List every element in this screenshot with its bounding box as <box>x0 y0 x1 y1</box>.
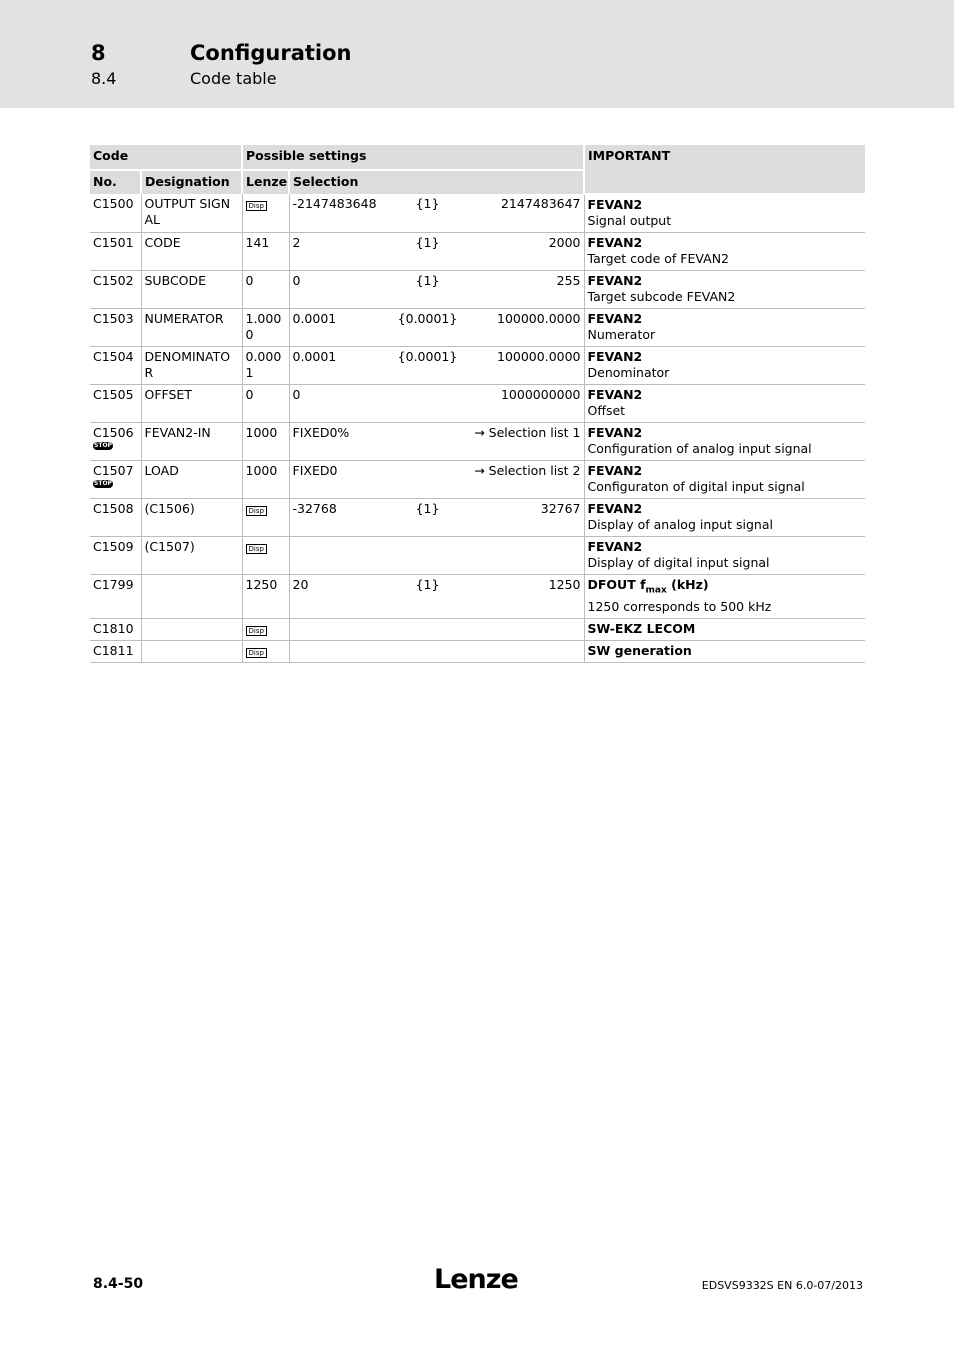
selection-step <box>393 425 463 441</box>
table-row <box>90 537 865 575</box>
selection <box>289 499 584 537</box>
code-number-cell <box>90 233 141 271</box>
important-description: Configuration of analog input signal <box>587 441 812 456</box>
important-title: FEVAN2 <box>587 539 643 554</box>
important-title: SW-EKZ LECOM <box>587 620 696 636</box>
code-number: C1509 <box>93 539 134 554</box>
selection <box>289 461 584 499</box>
lenze-default: 0 <box>242 385 289 423</box>
code-number: C1502 <box>93 273 134 288</box>
designation <box>141 640 242 662</box>
display-only-icon: Disp <box>246 544 267 554</box>
lenze-logo: Lenze <box>434 1264 518 1295</box>
code-number-cell <box>90 271 141 309</box>
selection-max <box>463 425 581 441</box>
designation: NUMERATOR <box>141 309 242 347</box>
important-title: FEVAN2 <box>587 463 643 478</box>
table-row <box>90 423 865 461</box>
important-cell <box>584 499 865 537</box>
important-cell <box>584 271 865 309</box>
table-row <box>90 575 865 619</box>
important-cell <box>584 640 865 662</box>
title-suffix: (kHz) <box>666 577 709 592</box>
selection <box>289 640 584 662</box>
arrow-right-icon: → <box>474 425 489 440</box>
page-header <box>0 0 954 108</box>
lenze-default: 1250 <box>242 575 289 619</box>
selection-min: 20 <box>292 577 309 592</box>
designation: DENOMINATOR <box>141 347 242 385</box>
table-row <box>90 233 865 271</box>
code-number: C1507 <box>93 463 134 478</box>
important-description: Target subcode FEVAN2 <box>587 289 736 304</box>
important-description: Display of digital input signal <box>587 555 770 570</box>
important-description: Configuraton of digital input signal <box>587 479 805 494</box>
table-body <box>90 194 865 662</box>
selection-step <box>393 387 463 403</box>
important-cell <box>584 423 865 461</box>
designation: FEVAN2-IN <box>141 423 242 461</box>
important-description: Target code of FEVAN2 <box>587 251 729 266</box>
code-number-cell <box>90 537 141 575</box>
important-title: SW generation <box>587 642 692 658</box>
code-number-cell <box>90 423 141 461</box>
important-cell <box>584 537 865 575</box>
selection-step: {0.0001} <box>397 349 458 364</box>
header-no: No. <box>90 170 141 194</box>
code-number: C1501 <box>93 235 134 250</box>
header-designation: Designation <box>141 170 242 194</box>
important-title: FEVAN2 <box>587 387 643 402</box>
code-number-cell <box>90 347 141 385</box>
important-title: FEVAN2 <box>587 501 643 516</box>
table-row <box>90 385 865 423</box>
selection-max: 1000000000 <box>500 387 581 402</box>
selection-max: 2147483647 <box>500 196 581 211</box>
selection-min: 0.0001 <box>292 349 337 364</box>
code-number: C1500 <box>93 196 134 211</box>
designation: SUBCODE <box>141 271 242 309</box>
code-number-cell <box>90 194 141 233</box>
selection <box>289 194 584 233</box>
selection-min: -2147483648 <box>292 196 377 211</box>
selection-max <box>463 463 581 479</box>
table-row <box>90 194 865 233</box>
lenze-default: 1000 <box>242 423 289 461</box>
lenze-default: 0 <box>242 271 289 309</box>
important-cell <box>584 194 865 233</box>
important-cell <box>584 385 865 423</box>
selection <box>289 423 584 461</box>
important-cell <box>584 347 865 385</box>
important-title: FEVAN2 <box>587 349 643 364</box>
selection-step: {1} <box>415 235 440 250</box>
selection-min: FIXED0 <box>292 463 338 478</box>
table-row <box>90 618 865 640</box>
important-description: Offset <box>587 403 626 418</box>
selection-max: 100000.0000 <box>497 311 581 326</box>
important-cell <box>584 618 865 640</box>
selection-min: 0.0001 <box>292 311 337 326</box>
selection-step: {0.0001} <box>397 311 458 326</box>
selection-max: 255 <box>556 273 581 288</box>
important-title: FEVAN2 <box>587 235 643 250</box>
lenze-default: 0.0001 <box>242 347 289 385</box>
code-number: C1811 <box>93 642 134 658</box>
selection-min: 0 <box>292 273 301 288</box>
code-number: C1505 <box>93 387 134 402</box>
important-description: Numerator <box>587 327 656 342</box>
important-cell <box>584 309 865 347</box>
important-cell <box>584 575 865 619</box>
important-description: Signal output <box>587 213 672 228</box>
arrow-right-icon: → <box>474 463 489 478</box>
code-number-cell <box>90 309 141 347</box>
header-lenze: Lenze <box>242 170 289 194</box>
code-number-cell <box>90 385 141 423</box>
lenze-default <box>242 640 289 662</box>
designation: CODE <box>141 233 242 271</box>
code-number-cell <box>90 575 141 619</box>
lenze-default: 1000 <box>242 461 289 499</box>
important-title: FEVAN2 <box>587 425 643 440</box>
lenze-default: 1.0000 <box>242 309 289 347</box>
designation: LOAD <box>141 461 242 499</box>
important-cell <box>584 461 865 499</box>
display-only-icon: Disp <box>246 201 267 211</box>
code-number-cell <box>90 618 141 640</box>
important-title: FEVAN2 <box>587 273 643 288</box>
section-title: Code table <box>190 69 277 88</box>
header-important: IMPORTANT <box>584 145 865 194</box>
selection-step: {1} <box>415 196 440 211</box>
important-title: FEVAN2 <box>587 197 643 212</box>
designation: OFFSET <box>141 385 242 423</box>
important-cell <box>584 233 865 271</box>
selection-step: {1} <box>415 273 440 288</box>
document-id: EDSVS9332S EN 6.0-07/2013 <box>701 1279 863 1292</box>
selection-list-link[interactable]: Selection list 2 <box>488 463 581 478</box>
important-title <box>588 577 863 599</box>
code-number: C1508 <box>93 501 134 516</box>
header-code: Code <box>90 145 242 170</box>
code-number-cell <box>90 640 141 662</box>
page-number: 8.4-50 <box>93 1276 144 1292</box>
important-description: 1250 corresponds to 500 kHz <box>587 598 772 614</box>
stop-icon: STOP <box>94 480 112 487</box>
table-row <box>90 640 865 662</box>
lenze-default <box>242 618 289 640</box>
selection <box>289 385 584 423</box>
chapter-number: 8 <box>91 41 106 65</box>
title-subscript: max <box>645 585 667 596</box>
selection <box>289 618 584 640</box>
selection <box>289 233 584 271</box>
code-number: C1799 <box>93 577 134 592</box>
code-number: C1504 <box>93 349 134 364</box>
selection-max: 32767 <box>540 501 581 516</box>
code-number-cell <box>90 499 141 537</box>
designation: (C1506) <box>141 499 242 537</box>
lenze-default <box>242 194 289 233</box>
important-description: Denominator <box>587 365 670 380</box>
code-number: C1503 <box>93 311 134 326</box>
title-prefix: DFOUT f <box>587 577 646 592</box>
important-description: Display of analog input signal <box>587 517 773 532</box>
selection-step: {1} <box>415 501 440 516</box>
selection-max: 100000.0000 <box>497 349 581 364</box>
designation: OUTPUT SIGNAL <box>141 194 242 233</box>
selection-step: {1} <box>415 577 440 592</box>
selection-min: FIXED0% <box>292 425 350 440</box>
display-only-icon: Disp <box>246 626 267 636</box>
table-row <box>90 499 865 537</box>
table-row <box>90 309 865 347</box>
stop-icon: STOP <box>94 442 112 449</box>
section-number: 8.4 <box>91 69 117 88</box>
selection <box>289 271 584 309</box>
selection-max: 1250 <box>548 577 581 592</box>
display-only-icon: Disp <box>246 648 267 658</box>
lenze-default <box>242 537 289 575</box>
table-row <box>90 347 865 385</box>
lenze-default: 141 <box>242 233 289 271</box>
selection-min: 0 <box>292 387 301 402</box>
display-only-icon: Disp <box>246 506 267 516</box>
code-table <box>90 145 865 663</box>
designation: (C1507) <box>141 537 242 575</box>
designation <box>141 618 242 640</box>
header-selection: Selection <box>289 170 584 194</box>
selection <box>289 575 584 619</box>
table-row <box>90 461 865 499</box>
selection <box>289 347 584 385</box>
selection-list-link[interactable]: Selection list 1 <box>488 425 581 440</box>
code-number-cell <box>90 461 141 499</box>
selection <box>289 537 584 575</box>
selection-min: 2 <box>292 235 301 250</box>
code-number: C1506 <box>93 425 134 440</box>
selection-step <box>393 463 463 479</box>
selection <box>289 309 584 347</box>
selection-max: 2000 <box>548 235 581 250</box>
code-number: C1810 <box>93 620 134 636</box>
lenze-default <box>242 499 289 537</box>
important-title: FEVAN2 <box>587 311 643 326</box>
header-possible-settings: Possible settings <box>242 145 584 170</box>
chapter-title: Configuration <box>190 41 352 65</box>
table-row <box>90 271 865 309</box>
designation <box>141 575 242 619</box>
selection-min: -32768 <box>292 501 337 516</box>
